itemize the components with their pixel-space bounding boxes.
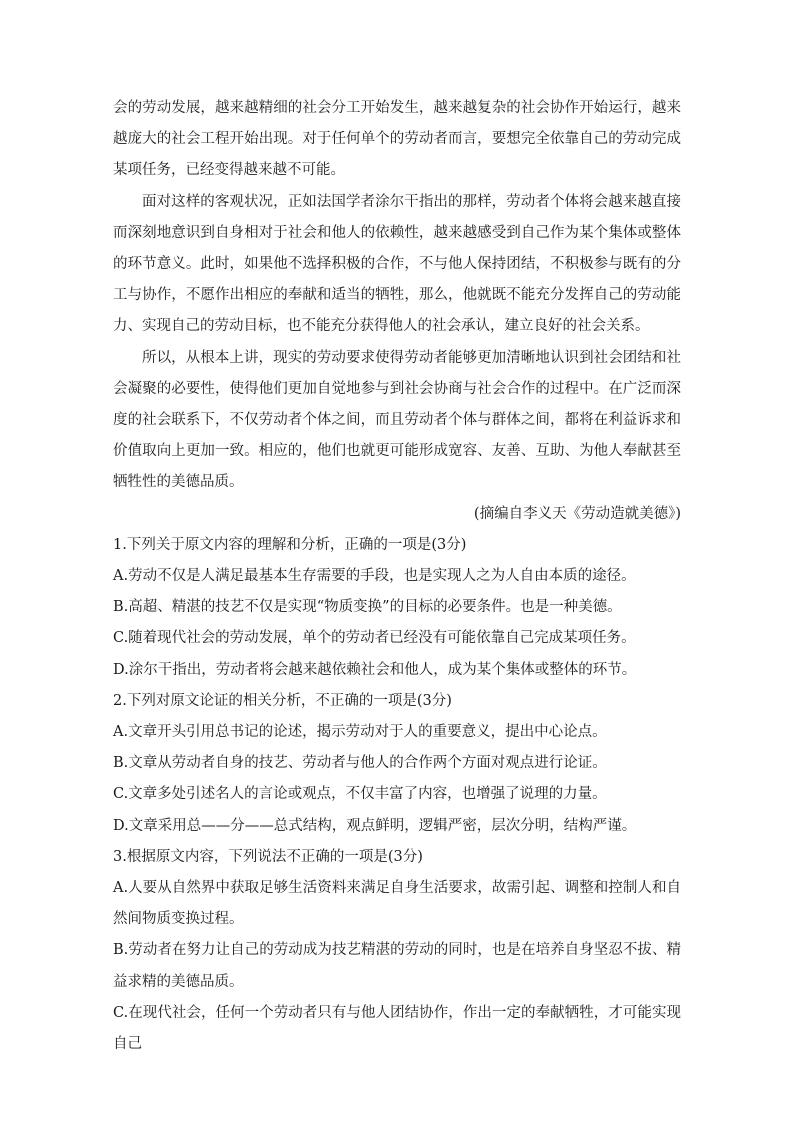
option-d: D.文章采用总——分——总式结构，观点鲜明，逻辑严密，层次分明，结构严谨。 xyxy=(113,817,637,834)
option-a: A.文章开头引用总书记的论述，揭示劳动对于人的重要意义，提出中心论点。 xyxy=(113,724,607,741)
question-1 xyxy=(113,530,681,686)
question-stem: 3.根据原文内容，下列说法不正确的一项是(3分) xyxy=(113,848,423,865)
passage-paragraph-3: 所以，从根本上讲，现实的劳动要求使得劳动者能够更加清晰地认识到社会团结和社会凝聚的必要性，使得他们更加自觉地参与到社会协商与社会合作的过程中。在广泛而深度的社会联系下，不仅劳动者个体之间，而且劳动者个体与群体之间，都将在利益诉求和价值取向上更加一致。相应的，他们也就更可能形成宽容、友善、互助、为他人奉献甚至牺牲性的美德品质。 xyxy=(113,349,681,491)
passage-paragraph-2: 面对这样的客观状况，正如法国学者涂尔干指出的那样，劳动者个体将会越来越直接而深刻地意识到自身相对于社会和他人的依赖性，越来越感受到自己作为某个集体或整体的环节意义。此时，如果他不选择积极的合作，不与他人保持团结，不积极参与既有的分工与协作，不愿作出相应的奉献和适当的牺牲，那么，他就既不能充分发挥自己的劳动能力、实现自己的劳动目标，也不能充分获得他人的社会承认，建立良好的社会关系。 xyxy=(113,193,681,335)
option-c: C.文章多处引述名人的言论或观点，不仅丰富了内容，也增强了说理的力量。 xyxy=(113,786,607,803)
question-stem: 2.下列对原文论证的相关分析，不正确的一项是(3分) xyxy=(113,692,452,709)
option-b: B.劳动者在努力让自己的劳动成为技艺精湛的劳动的同时，也是在培养自身坚忍不拔、精益求精的美德品质。 xyxy=(113,942,681,990)
question-stem: 1.下列关于原文内容的理解和分析，正确的一项是(3分) xyxy=(113,536,467,553)
option-a: A.劳动不仅是人满足最基本生存需要的手段，也是实现人之为人自由本质的途径。 xyxy=(113,568,636,585)
document-page xyxy=(113,93,681,1060)
option-c: C.在现代社会，任何一个劳动者只有与他人团结协作，作出一定的奉献牺牲，才可能实现自己 xyxy=(113,1004,681,1053)
question-3 xyxy=(113,842,681,1060)
question-2 xyxy=(113,686,681,842)
option-c: C.随着现代社会的劳动发展，单个的劳动者已经没有可能依靠自己完成某项任务。 xyxy=(113,630,636,647)
option-d: D.涂尔干指出，劳动者将会越来越依赖社会和他人，成为某个集体或整体的环节。 xyxy=(113,661,637,678)
option-a: A.人要从自然界中获取足够生活资料来满足自身生活要求，故需引起、调整和控制人和自然间物质变换过程。 xyxy=(113,880,681,928)
option-b: B.高超、精湛的技艺不仅是实现“物质变换”的目标的必要条件。也是一种美德。 xyxy=(113,599,622,616)
passage-paragraph-1: 会的劳动发展，越来越精细的社会分工开始发生，越来越复杂的社会协作开始运行，越来越庞大的社会工程开始出现。对于任何单个的劳动者而言，要想完全依靠自己的劳动完成某项任务，已经变得越来越不可能。 xyxy=(113,100,681,179)
passage-source: (摘编自李义天《劳动造就美德》) xyxy=(473,505,681,522)
option-b: B.文章从劳动者自身的技艺、劳动者与他人的合作两个方面对观点进行论证。 xyxy=(113,755,607,772)
